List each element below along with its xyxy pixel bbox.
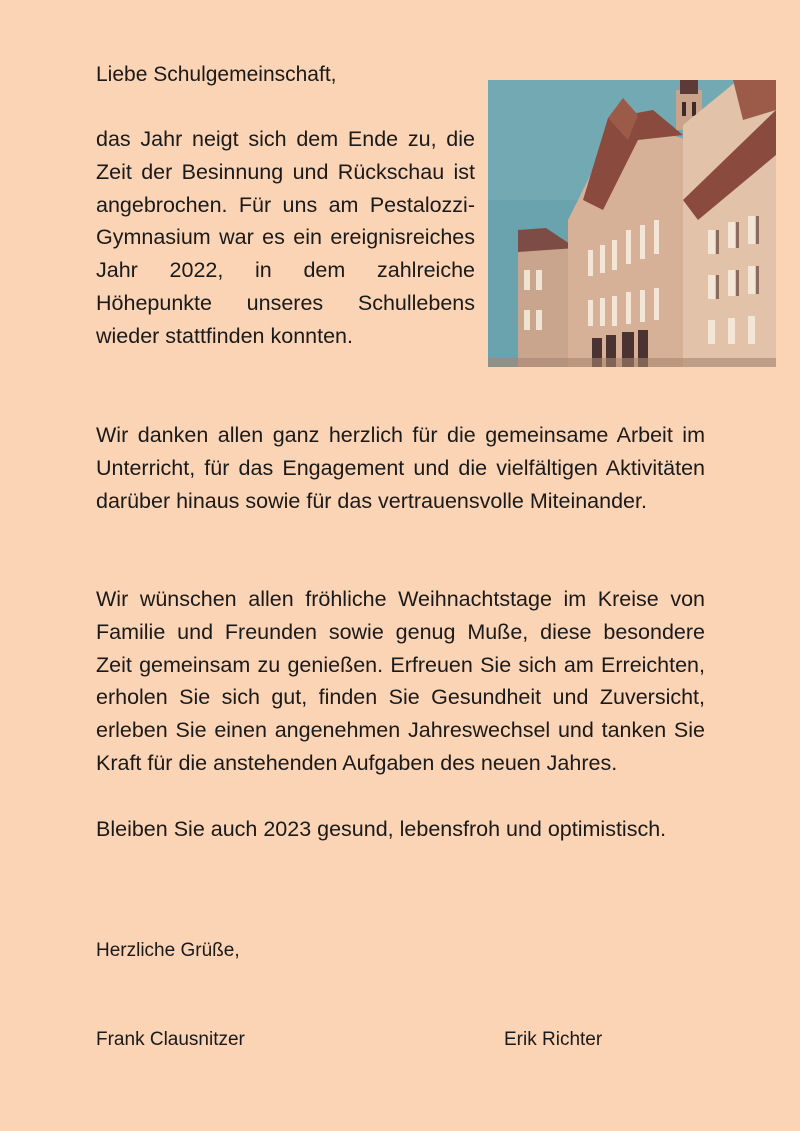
signatory-name: Erik Richter xyxy=(504,1029,603,1050)
school-building-illustration xyxy=(488,80,776,367)
paragraph-wishes: Wir wünschen allen fröhliche Weihnachtstage im Kreise von Familie und Freunden sowie genug Muße, diese besondere Zeit gemeinsam zu genießen. Erfreuen Sie sich am Erreichten, erholen Sie sich gut, finden Sie Gesundheit und Zuversicht, erleben Sie einen angenehmen Jahreswechsel und tanken Sie Kraft für die anstehenden Aufgaben des neuen Jahres. xyxy=(96,587,705,775)
paragraph-new-year: Bleiben Sie auch 2023 gesund, lebensfroh und optimistisch. xyxy=(96,817,667,841)
closing-greeting: Herzliche Grüße, xyxy=(96,940,240,961)
signatory-name: Frank Clausnitzer xyxy=(96,1029,245,1050)
paragraph-intro: das Jahr neigt sich dem Ende zu, die Zeit der Besinnung und Rückschau ist angebrochen. Für uns am Pestalozzi-Gymnasium war es ein ereignisreiches Jahr 2022, in dem zahlreiche Höhepunkte unseres Schullebens wieder stattfinden konnten. xyxy=(96,127,475,348)
paragraph-thanks: Wir danken allen ganz herzlich für die gemeinsame Arbeit im Unterricht, für das Engagement und die vielfältigen Aktivitäten darüber hinaus sowie für das vertrauensvolle Miteinander. xyxy=(96,423,705,513)
salutation: Liebe Schulgemeinschaft, xyxy=(96,63,337,86)
